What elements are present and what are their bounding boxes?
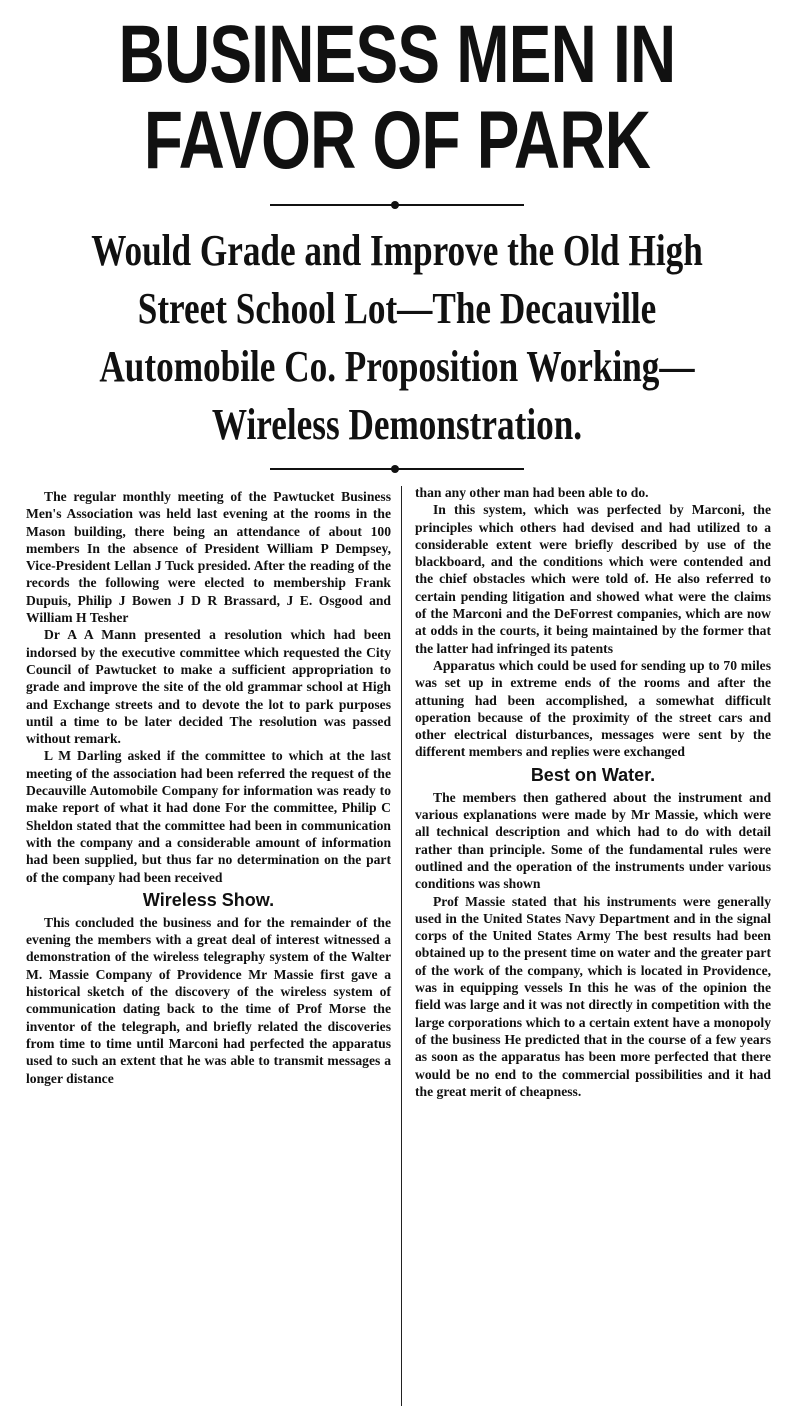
paragraph: This concluded the business and for the remainder of the evening the members with a great deal of interest witnessed a demonstration of the wireless telegraphy system of the Walter M. Massie Company of Providence Mr Massie first gave a historical sketch of the discovery of the wireless system of communication dating back to the time of Prof Morse the inventor of the telegraph, and briefly related the discoveries from time to time until Marconi had perfected the apparatus used to such an extent that he was able to transmit messages a longer distance bbox=[26, 914, 391, 1086]
paragraph: than any other man had been able to do. bbox=[415, 485, 649, 500]
left-column bbox=[26, 488, 391, 1087]
bottom-divider bbox=[270, 468, 524, 470]
column-rule bbox=[401, 486, 402, 1406]
paragraph: Prof Massie stated that his instruments were generally used in the United States Navy Department and in the signal corps of the United States Army The best results had been obtained up to the present time on water and the greater part of the work of the company, which is located in Providence, was in equipping vessels In this he was of the opinion the field was large and it was not directly in competition with the large corporations which to a certain extent have a monopoly of the business He predicted that in the course of a few years as soon as the apparatus has been more perfected that there would be no end to the commercial possibilities and it had the great merit of cheapness. bbox=[415, 893, 771, 1099]
section-subhead: Wireless Show. bbox=[142, 889, 275, 910]
paragraph: Apparatus which could be used for sending up to 70 miles was set up in extreme ends of the rooms and after the attuning had been accomplished, a somewhat difficult operation because of the proximity of the street cars and other electrical disturbances, messages were sent by the different members and replies were exchanged bbox=[415, 657, 771, 760]
top-divider bbox=[270, 204, 524, 206]
section-subhead: Best on Water. bbox=[530, 764, 656, 785]
paragraph: The regular monthly meeting of the Pawtucket Business Men's Association was held last evening at the rooms in the Mason building, there being an attendance of about 100 members In the absence of President William P Dempsey, Vice-President Lellan J Tuck presided. After the reading of the records the following were elected to membership Frank Dupuis, Philip J Bowen J D R Brassard, J E. Osgood and William H Tesher bbox=[26, 489, 391, 626]
deck-subheadline: Would Grade and Improve the Old High Street School Lot—The Decauville Automobile Co. Proposition Working—Wireless Demonstration. bbox=[91, 226, 703, 449]
divider-dot-icon bbox=[391, 465, 399, 473]
paragraph: The members then gathered about the instrument and various explanations were made by Mr Massie, which were all technical description and which had to do with detail rather than principle. Some of the fundamental rules were outlined and the operation of the instruments under various conditions was shown bbox=[415, 789, 771, 892]
paragraph: In this system, which was perfected by Marconi, the principles which others had devised and had utilized to a considerable extent were briefly described by use of the blackboard, and the conditions which were contended and the chief obstacles which were told of. He also referred to certain pending litigation and showed what were the claims of the Marconi and the DeForrest companies, which are now at odds in the courts, it being maintained by the former that the latter had infringed its patents bbox=[415, 502, 771, 656]
paragraph: L M Darling asked if the committee to which at the last meeting of the association had been referred the request of the Decauville Automobile Company for information was ready to make report of what it had done For the committee, Philip C Sheldon stated that the committee had been in communication with the company and a considerable amount of information had been supplied, but thus far no determination on the part of the company had been received bbox=[26, 748, 391, 885]
right-column bbox=[415, 484, 771, 1100]
paragraph: Dr A A Mann presented a resolution which had been indorsed by the executive committee which requested the City Council of Pawtucket to make a sufficient appropriation to grade and improve the site of the old grammar school at High and Exchange streets and to devote the lot to park purposes until a time to be later decided The resolution was passed without remark. bbox=[26, 627, 391, 747]
divider-dot-icon bbox=[391, 201, 399, 209]
headline: BUSINESS MEN IN FAVOR OF PARK bbox=[118, 9, 676, 186]
